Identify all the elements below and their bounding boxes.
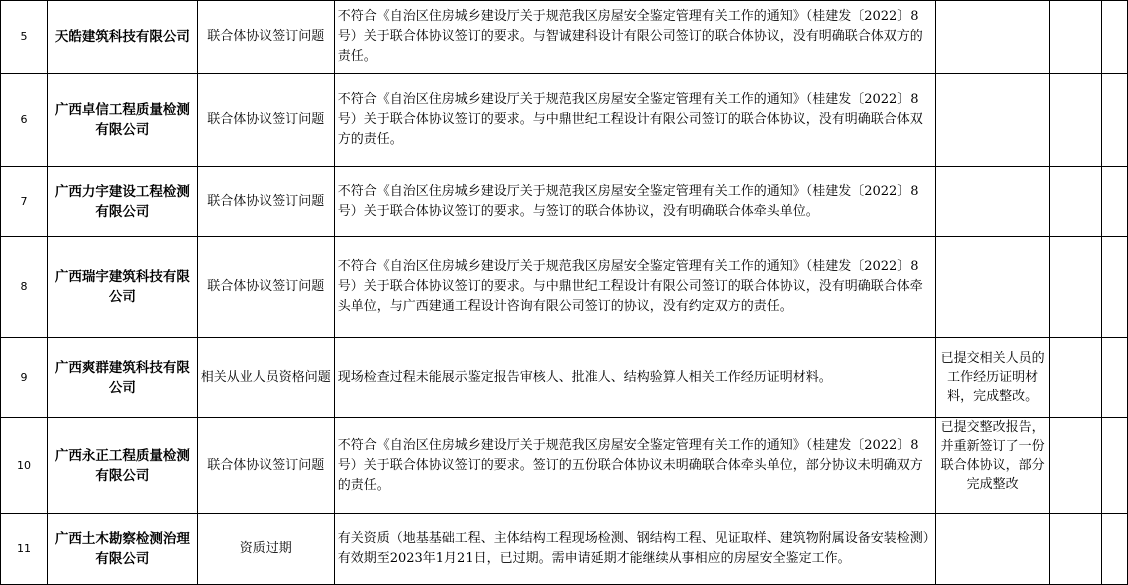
blank-cell [1050,1,1102,74]
rectification-status-cell [936,418,1050,514]
table-row [1,167,1128,237]
rectification-status [936,167,1050,237]
blank-cell [1101,1,1127,74]
issue-type: 资质过期 [197,514,334,585]
blank-cell [1101,167,1127,237]
issue-type: 联合体协议签订问题 [197,1,334,74]
organization-name: 广西爽群建筑科技有限公司 [47,338,197,418]
table-row [1,418,1128,514]
row-number: 8 [1,237,48,338]
blank-cell [1101,338,1127,418]
issue-description: 不符合《自治区住房城乡建设厅关于规范我区房屋安全鉴定管理有关工作的通知》（桂建发〔2022〕8号）关于联合体协议签订的要求。签订的五份联合体协议未明确联合体牵头单位，部分协议未明确双方的责任。 [334,418,935,514]
issue-description: 不符合《自治区住房城乡建设厅关于规范我区房屋安全鉴定管理有关工作的通知》（桂建发〔2022〕8号）关于联合体协议签订的要求。与中鼎世纪工程设计有限公司签订的联合体协议，没有明确联合体牵头单位，与广西建通工程设计咨询有限公司签订的协议，没有约定双方的责任。 [334,237,935,338]
organization-name: 广西卓信工程质量检测有限公司 [47,74,197,167]
table-row [1,74,1128,167]
rectification-status: 已提交整改报告，并重新签订了一份联合体协议，部分完成整改 [940,420,1045,492]
organization-name: 广西永正工程质量检测有限公司 [47,418,197,514]
row-number: 11 [1,514,48,585]
blank-cell [1101,237,1127,338]
issue-description: 现场检查过程未能展示鉴定报告审核人、批准人、结构验算人相关工作经历证明材料。 [334,338,935,418]
issue-description: 不符合《自治区住房城乡建设厅关于规范我区房屋安全鉴定管理有关工作的通知》（桂建发〔2022〕8号）关于联合体协议签订的要求。与智诚建科设计有限公司签订的联合体协议，没有明确联合体双方的责任。 [334,1,935,74]
row-number: 5 [1,1,48,74]
issue-type: 相关从业人员资格问题 [197,338,334,418]
issue-description: 不符合《自治区住房城乡建设厅关于规范我区房屋安全鉴定管理有关工作的通知》（桂建发〔2022〕8号）关于联合体协议签订的要求。与中鼎世纪工程设计有限公司签订的联合体协议，没有明确联合体双方的责任。 [334,74,935,167]
row-number: 6 [1,74,48,167]
blank-cell [1101,418,1127,514]
row-number: 7 [1,167,48,237]
issue-description: 不符合《自治区住房城乡建设厅关于规范我区房屋安全鉴定管理有关工作的通知》（桂建发〔2022〕8号）关于联合体协议签订的要求。与签订的联合体协议，没有明确联合体牵头单位。 [334,167,935,237]
issue-type: 联合体协议签订问题 [197,237,334,338]
blank-cell [1050,74,1102,167]
blank-cell [1050,167,1102,237]
organization-name: 广西土木勘察检测治理有限公司 [47,514,197,585]
blank-cell [1050,514,1102,585]
issue-type: 联合体协议签订问题 [197,418,334,514]
organization-name: 天皓建筑科技有限公司 [47,1,197,74]
issue-description: 有关资质（地基基础工程、主体结构工程现场检测、钢结构工程、见证取样、建筑物附属设备安装检测）有效期至2023年1月21日，已过期。需申请延期才能继续从事相应的房屋安全鉴定工作。 [334,514,935,585]
blank-cell [1101,74,1127,167]
blank-cell [1050,237,1102,338]
issue-type: 联合体协议签订问题 [197,167,334,237]
blank-cell [1050,418,1102,514]
table-row [1,1,1128,74]
table-row [1,514,1128,585]
rectification-status [936,237,1050,338]
table-row [1,338,1128,418]
rectification-status [936,1,1050,74]
issue-type: 联合体协议签订问题 [197,74,334,167]
rectification-status: 已提交相关人员的工作经历证明材料，完成整改。 [936,338,1050,418]
blank-cell [1101,514,1127,585]
blank-cell [1050,338,1102,418]
organization-name: 广西瑞宇建筑科技有限公司 [47,237,197,338]
rectification-status [936,74,1050,167]
row-number: 9 [1,338,48,418]
row-number: 10 [1,418,48,514]
table-row [1,237,1128,338]
organization-name: 广西力宇建设工程检测有限公司 [47,167,197,237]
rectification-status [936,514,1050,585]
